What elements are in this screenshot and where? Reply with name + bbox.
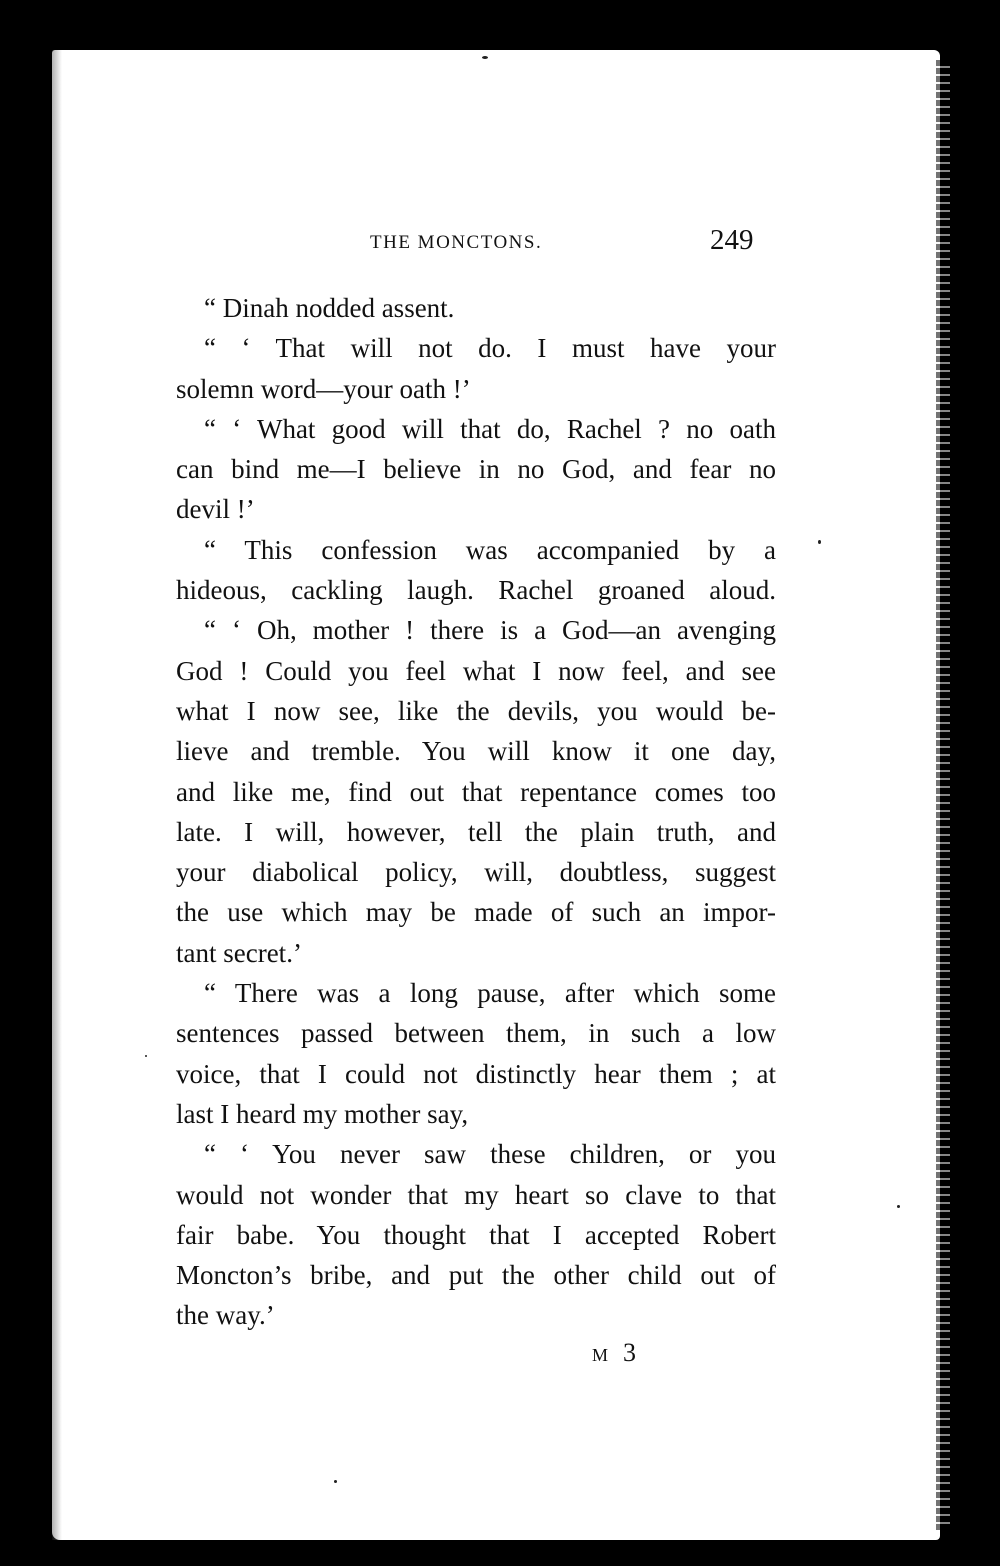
text-line: “ ‘ What good will that do, Rachel ? no oath	[204, 413, 776, 444]
text-line: voice, that I could not distinctly hear them ; at	[176, 1058, 776, 1089]
text-line: “ Dinah nodded assent.	[204, 293, 455, 323]
text-line: “ This confession was accompanied by a	[204, 534, 776, 565]
text-line: “ There was a long pause, after which some	[204, 978, 776, 1009]
text-line: would not wonder that my heart so clave to that	[176, 1179, 776, 1210]
signature-letter: M	[592, 1345, 610, 1365]
text-line: “ ‘ Oh, mother ! there is a God—an avenging	[204, 615, 776, 646]
text-line: God ! Could you feel what I now feel, and see	[176, 655, 776, 686]
text-line: the use which may be made of such an impor-	[176, 897, 776, 928]
page-header	[180, 222, 770, 262]
binding-shadow	[52, 50, 62, 1540]
body-text	[176, 288, 776, 1336]
dust-speck	[897, 1205, 900, 1208]
text-line: last I heard my mother say,	[176, 1098, 469, 1129]
running-title: THE MONCTONS.	[370, 232, 543, 253]
printer-signature	[592, 1338, 637, 1368]
text-line: and like me, find out that repentance comes too	[176, 776, 776, 807]
text-line: Moncton’s bribe, and put the other child out of	[176, 1260, 776, 1291]
text-line: your diabolical policy, will, doubtless, suggest	[176, 857, 776, 888]
text-line: “ ‘ You never saw these children, or you	[204, 1139, 776, 1170]
text-line: lieve and tremble. You will know it one day,	[176, 736, 776, 767]
page-number: 249	[710, 224, 754, 256]
text-line: the way.’	[176, 1300, 275, 1331]
text-line: devil !’	[176, 494, 255, 525]
dust-speck	[334, 1480, 337, 1483]
text-line: fair babe. You thought that I accepted Robert	[176, 1219, 776, 1250]
text-line: late. I will, however, tell the plain truth, and	[176, 816, 776, 847]
text-line: tant secret.’	[176, 937, 302, 968]
text-line: what I now see, like the devils, you would be-	[176, 695, 776, 726]
text-line: “ ‘ That will not do. I must have your	[204, 333, 776, 364]
page-edge-texture	[936, 60, 950, 1530]
signature-number: 3	[623, 1338, 638, 1367]
dust-speck	[818, 540, 821, 544]
text-line: can bind me—I believe in no God, and fear no	[176, 454, 776, 485]
dust-speck	[482, 56, 488, 59]
text-line: hideous, cackling laugh. Rachel groaned aloud.	[176, 575, 776, 606]
text-line: sentences passed between them, in such a low	[176, 1018, 776, 1049]
text-line: solemn word—your oath !’	[176, 373, 471, 404]
dust-speck	[145, 1055, 147, 1057]
